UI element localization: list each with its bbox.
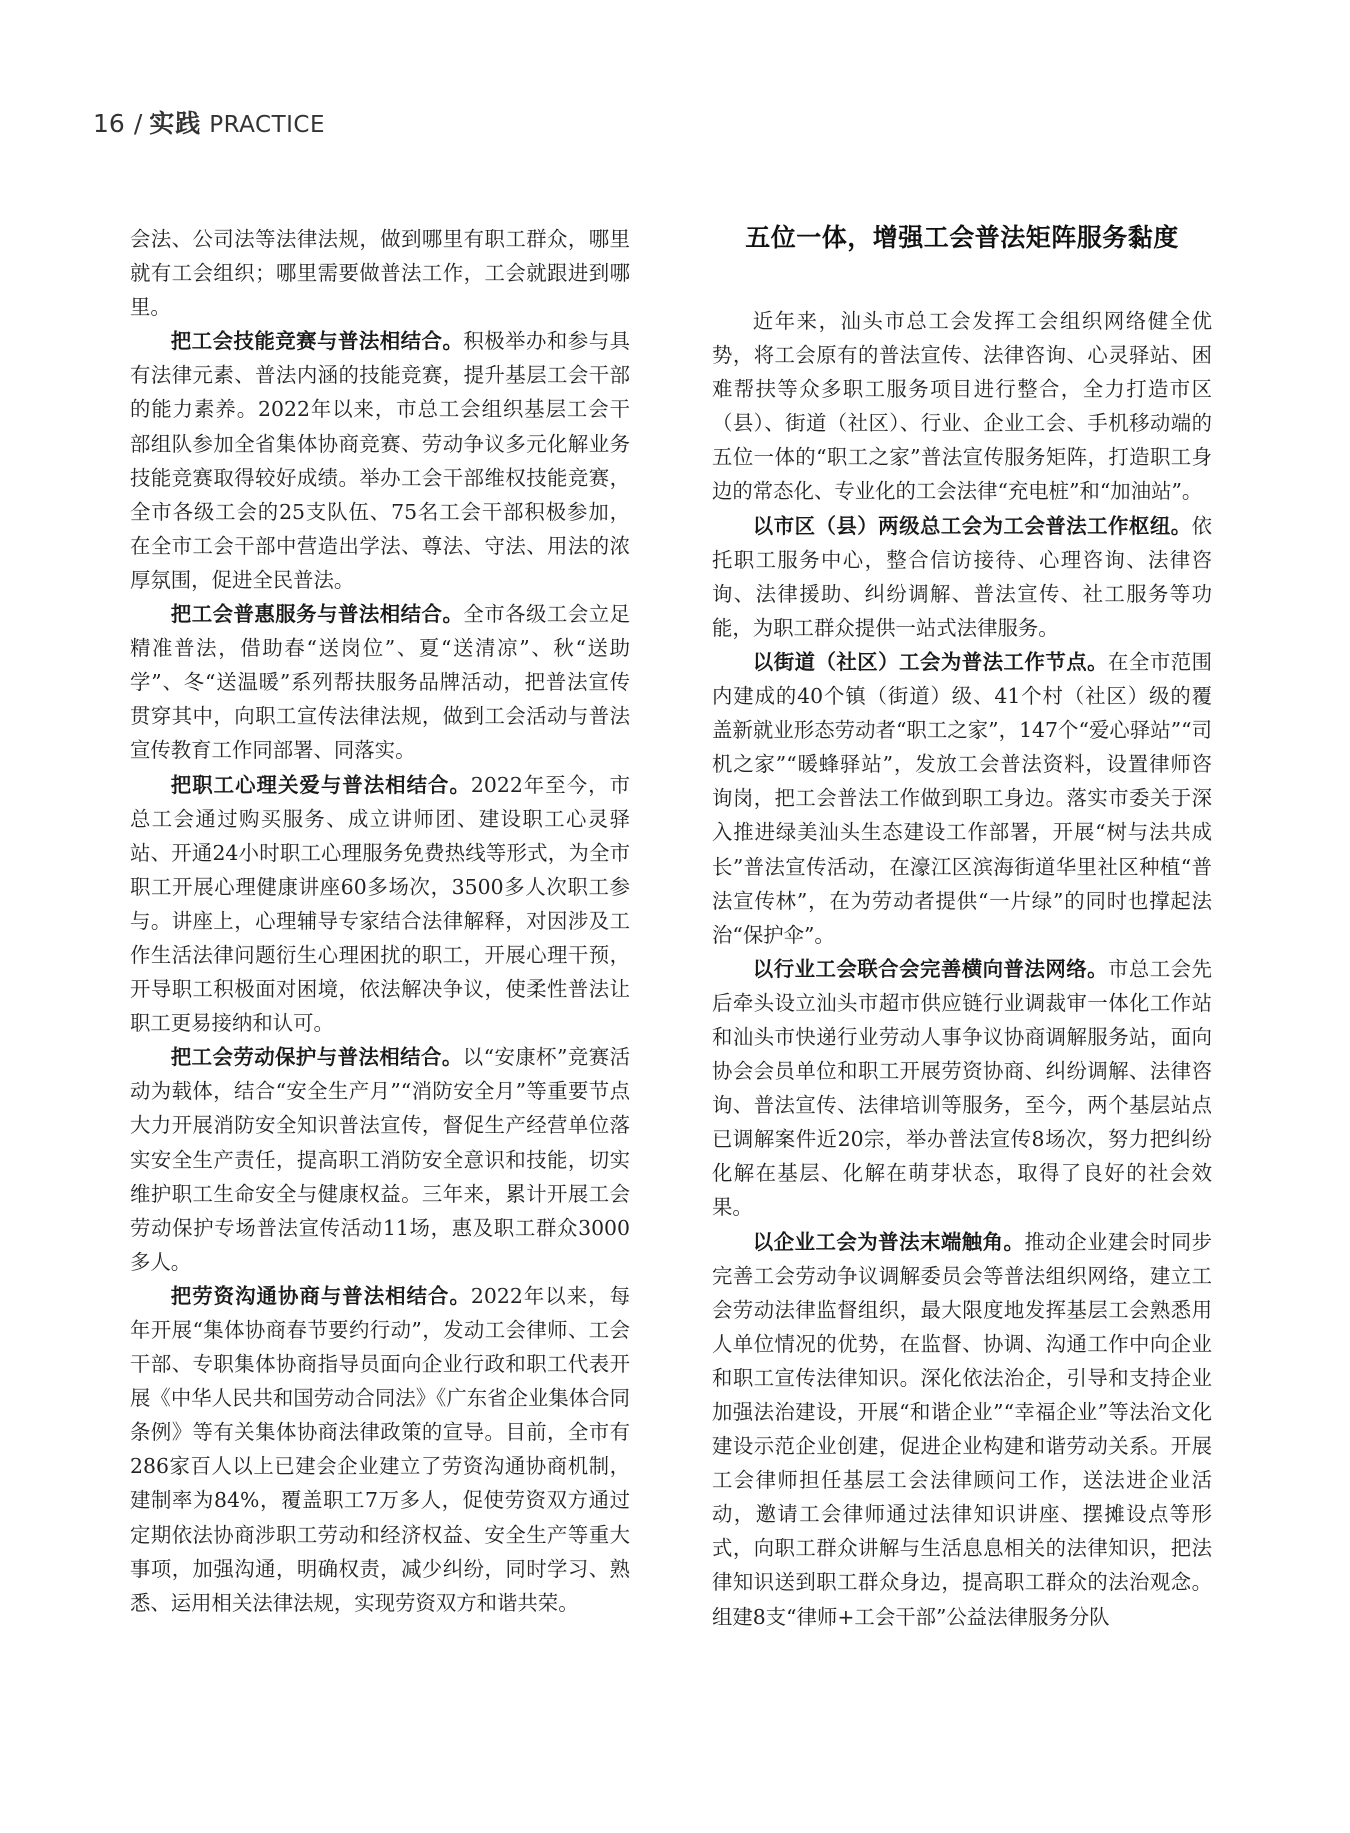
paragraph-body: 以“安康杯”竞赛活动为载体，结合“安全生产月”“消防安全月”等重要节点大力开展消防安全知识普法宣传，督促生产经营单位落实安全生产责任，提高职工消防安全意识和技能，切实维护职工生命安全与健康权益。三年来，累计开展工会劳动保护专场普法宣传活动11场，惠及职工群众3000多人。 [130,1045,630,1274]
paragraph-lead: 以市区（县）两级总工会为工会普法工作枢纽。 [752,513,1192,538]
header-slash: / [133,109,143,138]
paragraph [130,768,630,1041]
paragraph-body: 依托职工服务中心，整合信访接待、心理咨询、法律咨询、法律援助、纠纷调解、普法宣传、社工服务等功能，为职工群众提供一站式法律服务。 [712,513,1212,640]
paragraph-lead: 把劳资沟通协商与普法相结合。 [170,1283,471,1308]
paragraph-body: 在全市范围内建成的40个镇（街道）级、41个村（社区）级的覆盖新就业形态劳动者“职工之家”，147个“爱心驿站”“司机之家”“暖蜂驿站”，发放工会普法资料，设置律师咨询岗，把工会普法工作做到职工身边。落实市委关于深入推进绿美汕头生态建设工作部署，开展“树与法共成长”普法宣传活动，在濠江区滨海街道华里社区种植“普法宣传林”，在为劳动者提供“一片绿”的同时也撑起法治“保护伞”。 [712,649,1213,947]
paragraph-body: 市总工会先后牵头设立汕头市超市供应链行业调裁审一体化工作站和汕头市快递行业劳动人事争议协商调解服务站，面向协会会员单位和职工开展劳资协商、纠纷调解、法律咨询、普法宣传、法律培训等服务，至今，两个基层站点已调解案件近20宗，举办普法宣传8场次，努力把纠纷化解在基层、化解在萌芽状态，取得了良好的社会效果。 [712,956,1213,1220]
paragraph: 近年来，汕头市总工会发挥工会组织网络健全优势，将工会原有的普法宣传、法律咨询、心灵驿站、困难帮扶等众多职工服务项目进行整合，全力打造市区（县）、街道（社区）、行业、企业工会、手机移动端的五位一体的“职工之家”普法宣传服务矩阵，打造职工身边的常态化、专业化的工会法律“充电桩”和“加油站”。 [712,309,1212,504]
paragraph-lead: 把工会普惠服务与普法相结合。 [170,602,464,627]
paragraph [712,509,1212,645]
paragraph-body: 2022年以来，每年开展“集体协商春节要约行动”，发动工会律师、工会干部、专职集体协商指导员面向企业行政和职工代表开展《中华人民共和国劳动合同法》《广东省企业集体合同条例》等有关集体协商法律政策的宣导。目前，全市有286家百人以上已建会企业建立了劳资沟通协商机制，建制率为84%，覆盖职工7万多人，促使劳资双方通过定期依法协商涉职工劳动和经济权益、安全生产等重大事项，加强沟通，明确权责，减少纠纷，同时学习、熟悉、运用相关法律法规，实现劳资双方和谐共荣。 [130,1283,630,1615]
paragraph [712,952,1212,1225]
section-name-en: PRACTICE [209,112,325,138]
left-column [130,222,630,1620]
paragraph-body: 推动企业建会时同步完善工会劳动争议调解委员会等普法组织网络，建立工会劳动法律监督组织，最大限度地发挥基层工会熟悉用人单位情况的优势，在监督、协调、沟通工作中向企业和职工宣传法律知识。深化依法治企，引导和支持企业加强法治建设，开展“和谐企业”“幸福企业”等法治文化建设示范企业创建，促进企业构建和谐劳动关系。开展工会律师担任基层工会法律顾问工作，送法进企业活动，邀请工会律师通过法律知识讲座、摆摊设点等形式，向职工群众讲解与生活息息相关的法律知识，把法律知识送到职工群众身边，提高职工群众的法治观念。组建8支“律师+工会干部”公益法律服务分队 [712,1229,1213,1629]
paragraph-lead: 以行业工会联合会完善横向普法网络。 [752,956,1109,981]
paragraph [712,645,1212,952]
paragraph-lead: 把工会劳动保护与普法相结合。 [170,1045,463,1070]
section-title: 五位一体，增强工会普法矩阵服务黏度 [745,223,1179,252]
paragraph [130,324,630,597]
right-column [712,220,1212,1634]
paragraph-lead: 把职工心理关爱与普法相结合。 [170,772,471,797]
paragraph-body: 2022年至今，市总工会通过购买服务、成立讲师团、建设职工心灵驿站、开通24小时职工心理服务免费热线等形式，为全市职工开展心理健康讲座60多场次，3500多人次职工参与。讲座上，心理辅导专家结合法律解释，对因涉及工作生活法律问题衍生心理困扰的职工，开展心理干预，开导职工积极面对困境，依法解决争议，使柔性普法让职工更易接纳和认可。 [130,772,630,1036]
page-number: 16 [93,109,125,138]
section-name-zh: 实践 [149,109,202,138]
paragraph-body: 积极举办和参与具有法律元素、普法内涵的技能竞赛，提升基层工会干部的能力素养。2022年以来，市总工会组织基层工会干部组队参加全省集体协商竞赛、劳动争议多元化解业务技能竞赛取得较好成绩。举办工会干部维权技能竞赛，全市各级工会的25支队伍、75名工会干部积极参加，在全市工会干部中营造出学法、尊法、守法、用法的浓厚氛围，促进全民普法。 [130,329,631,592]
paragraph [130,1040,630,1279]
paragraph [712,1225,1212,1634]
paragraph-lead: 以街道（社区）工会为普法工作节点。 [752,649,1109,674]
page-header [93,104,325,136]
paragraph-body: 全市各级工会立足精准普法，借助春“送岗位”、夏“送清凉”、秋“送助学”、冬“送温暖”系列帮扶服务品牌活动，把普法宣传贯穿其中，向职工宣传法律法规，做到工会活动与普法宣传教育工作同部署、同落实。 [130,602,631,763]
paragraph-lead: 以企业工会为普法末端触角。 [752,1229,1025,1254]
paragraph-lead: 把工会技能竞赛与普法相结合。 [170,329,464,354]
paragraph: 会法、公司法等法律法规，做到哪里有职工群众，哪里就有工会组织；哪里需要做普法工作，工会就跟进到哪里。 [130,227,630,320]
paragraph [130,597,630,767]
paragraph [130,1279,630,1620]
